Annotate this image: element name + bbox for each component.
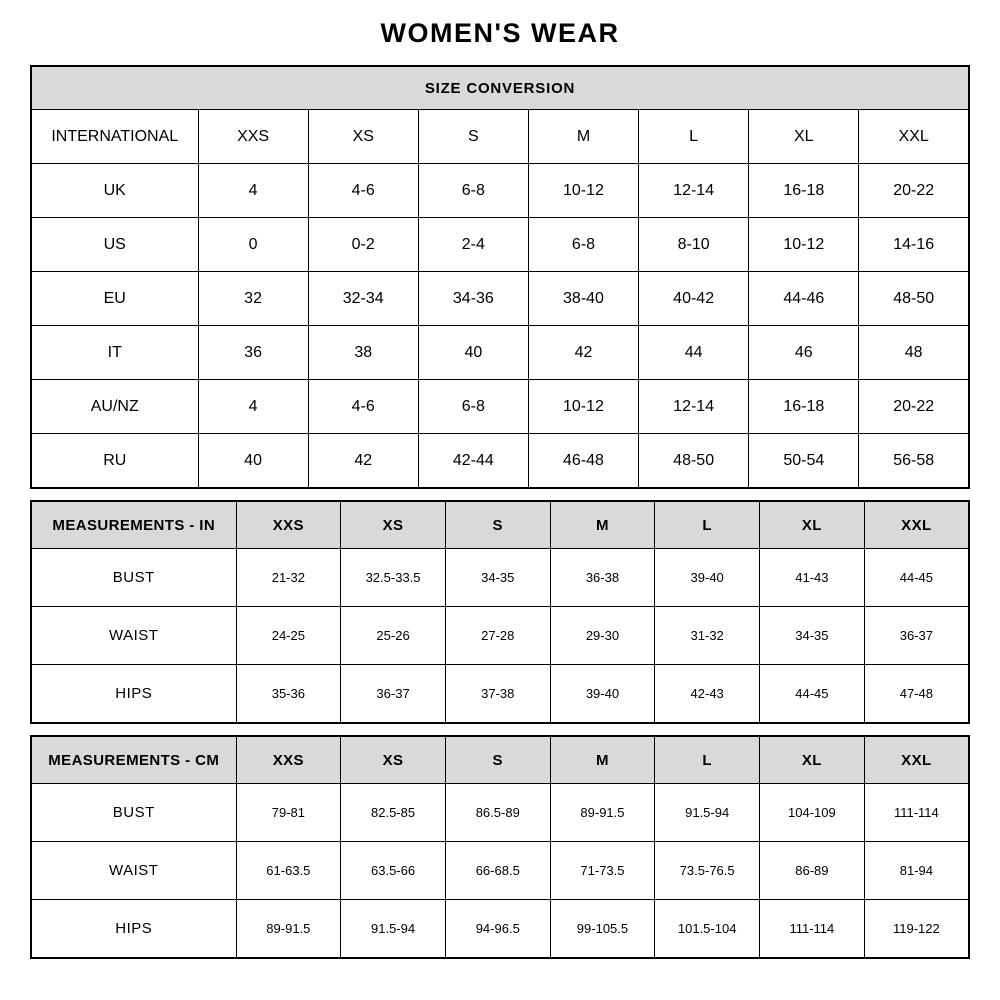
table-caption: SIZE CONVERSION — [31, 66, 969, 110]
value-cell: 47-48 — [864, 665, 969, 724]
value-cell: 36-37 — [341, 665, 446, 724]
value-cell: 86.5-89 — [445, 784, 550, 842]
value-cell: 4 — [198, 380, 308, 434]
measurements-in-body — [31, 549, 969, 724]
value-cell: 73.5-76.5 — [655, 842, 760, 900]
column-header-cell: L — [655, 501, 760, 549]
value-cell: 16-18 — [749, 164, 859, 218]
value-cell: 89-91.5 — [236, 900, 341, 959]
row-label-cell: UK — [31, 164, 198, 218]
value-cell: 44-45 — [864, 549, 969, 607]
column-header-cell: XL — [760, 501, 865, 549]
table-row — [31, 326, 969, 380]
value-cell: 10-12 — [528, 164, 638, 218]
value-cell: 42 — [528, 326, 638, 380]
value-cell: 48-50 — [639, 434, 749, 489]
column-header-cell: S — [445, 501, 550, 549]
row-header-cell: MEASUREMENTS - IN — [31, 501, 236, 549]
value-cell: 4-6 — [308, 380, 418, 434]
value-cell: 39-40 — [550, 665, 655, 724]
row-header-cell: INTERNATIONAL — [31, 110, 198, 164]
value-cell: 99-105.5 — [550, 900, 655, 959]
value-cell: 31-32 — [655, 607, 760, 665]
column-header-cell: XS — [341, 736, 446, 784]
value-cell: 38 — [308, 326, 418, 380]
value-cell: 38-40 — [528, 272, 638, 326]
value-cell: 89-91.5 — [550, 784, 655, 842]
row-label-cell: RU — [31, 434, 198, 489]
value-cell: 25-26 — [341, 607, 446, 665]
row-label-cell: EU — [31, 272, 198, 326]
table-row — [31, 434, 969, 489]
value-cell: 104-109 — [760, 784, 865, 842]
table-row — [31, 900, 969, 959]
value-cell: 86-89 — [760, 842, 865, 900]
column-header-row — [31, 736, 969, 784]
table-row — [31, 784, 969, 842]
value-cell: 66-68.5 — [445, 842, 550, 900]
size-conversion-body — [31, 164, 969, 489]
value-cell: 50-54 — [749, 434, 859, 489]
value-cell: 4-6 — [308, 164, 418, 218]
value-cell: 10-12 — [749, 218, 859, 272]
value-cell: 12-14 — [639, 380, 749, 434]
value-cell: 44-45 — [760, 665, 865, 724]
value-cell: 32 — [198, 272, 308, 326]
value-cell: 63.5-66 — [341, 842, 446, 900]
column-header-cell: XL — [760, 736, 865, 784]
column-header-cell: L — [639, 110, 749, 164]
value-cell: 14-16 — [859, 218, 969, 272]
value-cell: 41-43 — [760, 549, 865, 607]
value-cell: 32.5-33.5 — [341, 549, 446, 607]
measurements-cm-body — [31, 784, 969, 959]
row-label-cell: WAIST — [31, 842, 236, 900]
value-cell: 56-58 — [859, 434, 969, 489]
value-cell: 10-12 — [528, 380, 638, 434]
table-row — [31, 272, 969, 326]
measurements-cm-table — [30, 735, 970, 959]
column-header-cell: M — [528, 110, 638, 164]
column-header-cell: XXS — [198, 110, 308, 164]
value-cell: 36-37 — [864, 607, 969, 665]
value-cell: 40 — [418, 326, 528, 380]
row-label-cell: AU/NZ — [31, 380, 198, 434]
value-cell: 32-34 — [308, 272, 418, 326]
table-row — [31, 842, 969, 900]
row-label-cell: US — [31, 218, 198, 272]
column-header-cell: XXL — [864, 501, 969, 549]
value-cell: 48 — [859, 326, 969, 380]
table-row — [31, 607, 969, 665]
value-cell: 71-73.5 — [550, 842, 655, 900]
value-cell: 4 — [198, 164, 308, 218]
column-header-row — [31, 110, 969, 164]
value-cell: 44-46 — [749, 272, 859, 326]
column-header-row — [31, 501, 969, 549]
value-cell: 61-63.5 — [236, 842, 341, 900]
column-header-cell: S — [445, 736, 550, 784]
page-title: WOMEN'S WEAR — [380, 18, 620, 48]
value-cell: 79-81 — [236, 784, 341, 842]
value-cell: 34-35 — [760, 607, 865, 665]
value-cell: 40-42 — [639, 272, 749, 326]
table-row — [31, 380, 969, 434]
value-cell: 40 — [198, 434, 308, 489]
value-cell: 46-48 — [528, 434, 638, 489]
value-cell: 24-25 — [236, 607, 341, 665]
size-conversion-table — [30, 65, 970, 489]
column-header-cell: XL — [749, 110, 859, 164]
value-cell: 6-8 — [418, 380, 528, 434]
value-cell: 35-36 — [236, 665, 341, 724]
value-cell: 37-38 — [445, 665, 550, 724]
row-label-cell: HIPS — [31, 900, 236, 959]
table-row — [31, 164, 969, 218]
value-cell: 94-96.5 — [445, 900, 550, 959]
column-header-cell: M — [550, 736, 655, 784]
column-header-cell: XXS — [236, 736, 341, 784]
value-cell: 34-36 — [418, 272, 528, 326]
column-header-cell: XS — [308, 110, 418, 164]
value-cell: 34-35 — [445, 549, 550, 607]
value-cell: 46 — [749, 326, 859, 380]
value-cell: 20-22 — [859, 164, 969, 218]
value-cell: 27-28 — [445, 607, 550, 665]
value-cell: 81-94 — [864, 842, 969, 900]
table-row — [31, 218, 969, 272]
value-cell: 6-8 — [418, 164, 528, 218]
value-cell: 111-114 — [760, 900, 865, 959]
value-cell: 6-8 — [528, 218, 638, 272]
value-cell: 91.5-94 — [341, 900, 446, 959]
value-cell: 36-38 — [550, 549, 655, 607]
value-cell: 42 — [308, 434, 418, 489]
value-cell: 42-43 — [655, 665, 760, 724]
value-cell: 16-18 — [749, 380, 859, 434]
column-header-cell: XXL — [859, 110, 969, 164]
value-cell: 20-22 — [859, 380, 969, 434]
row-label-cell: IT — [31, 326, 198, 380]
value-cell: 91.5-94 — [655, 784, 760, 842]
column-header-cell: XXS — [236, 501, 341, 549]
column-header-cell: S — [418, 110, 528, 164]
value-cell: 2-4 — [418, 218, 528, 272]
row-header-cell: MEASUREMENTS - CM — [31, 736, 236, 784]
row-label-cell: BUST — [31, 549, 236, 607]
column-header-cell: XXL — [864, 736, 969, 784]
value-cell: 21-32 — [236, 549, 341, 607]
value-cell: 82.5-85 — [341, 784, 446, 842]
column-header-cell: XS — [341, 501, 446, 549]
row-label-cell: WAIST — [31, 607, 236, 665]
value-cell: 111-114 — [864, 784, 969, 842]
row-label-cell: BUST — [31, 784, 236, 842]
value-cell: 39-40 — [655, 549, 760, 607]
value-cell: 12-14 — [639, 164, 749, 218]
value-cell: 36 — [198, 326, 308, 380]
measurements-in-table — [30, 500, 970, 724]
column-header-cell: L — [655, 736, 760, 784]
column-header-cell: M — [550, 501, 655, 549]
value-cell: 119-122 — [864, 900, 969, 959]
table-row — [31, 549, 969, 607]
value-cell: 42-44 — [418, 434, 528, 489]
value-cell: 29-30 — [550, 607, 655, 665]
value-cell: 44 — [639, 326, 749, 380]
table-caption-row — [31, 66, 969, 110]
value-cell: 48-50 — [859, 272, 969, 326]
value-cell: 8-10 — [639, 218, 749, 272]
value-cell: 101.5-104 — [655, 900, 760, 959]
value-cell: 0 — [198, 218, 308, 272]
row-label-cell: HIPS — [31, 665, 236, 724]
table-row — [31, 665, 969, 724]
value-cell: 0-2 — [308, 218, 418, 272]
